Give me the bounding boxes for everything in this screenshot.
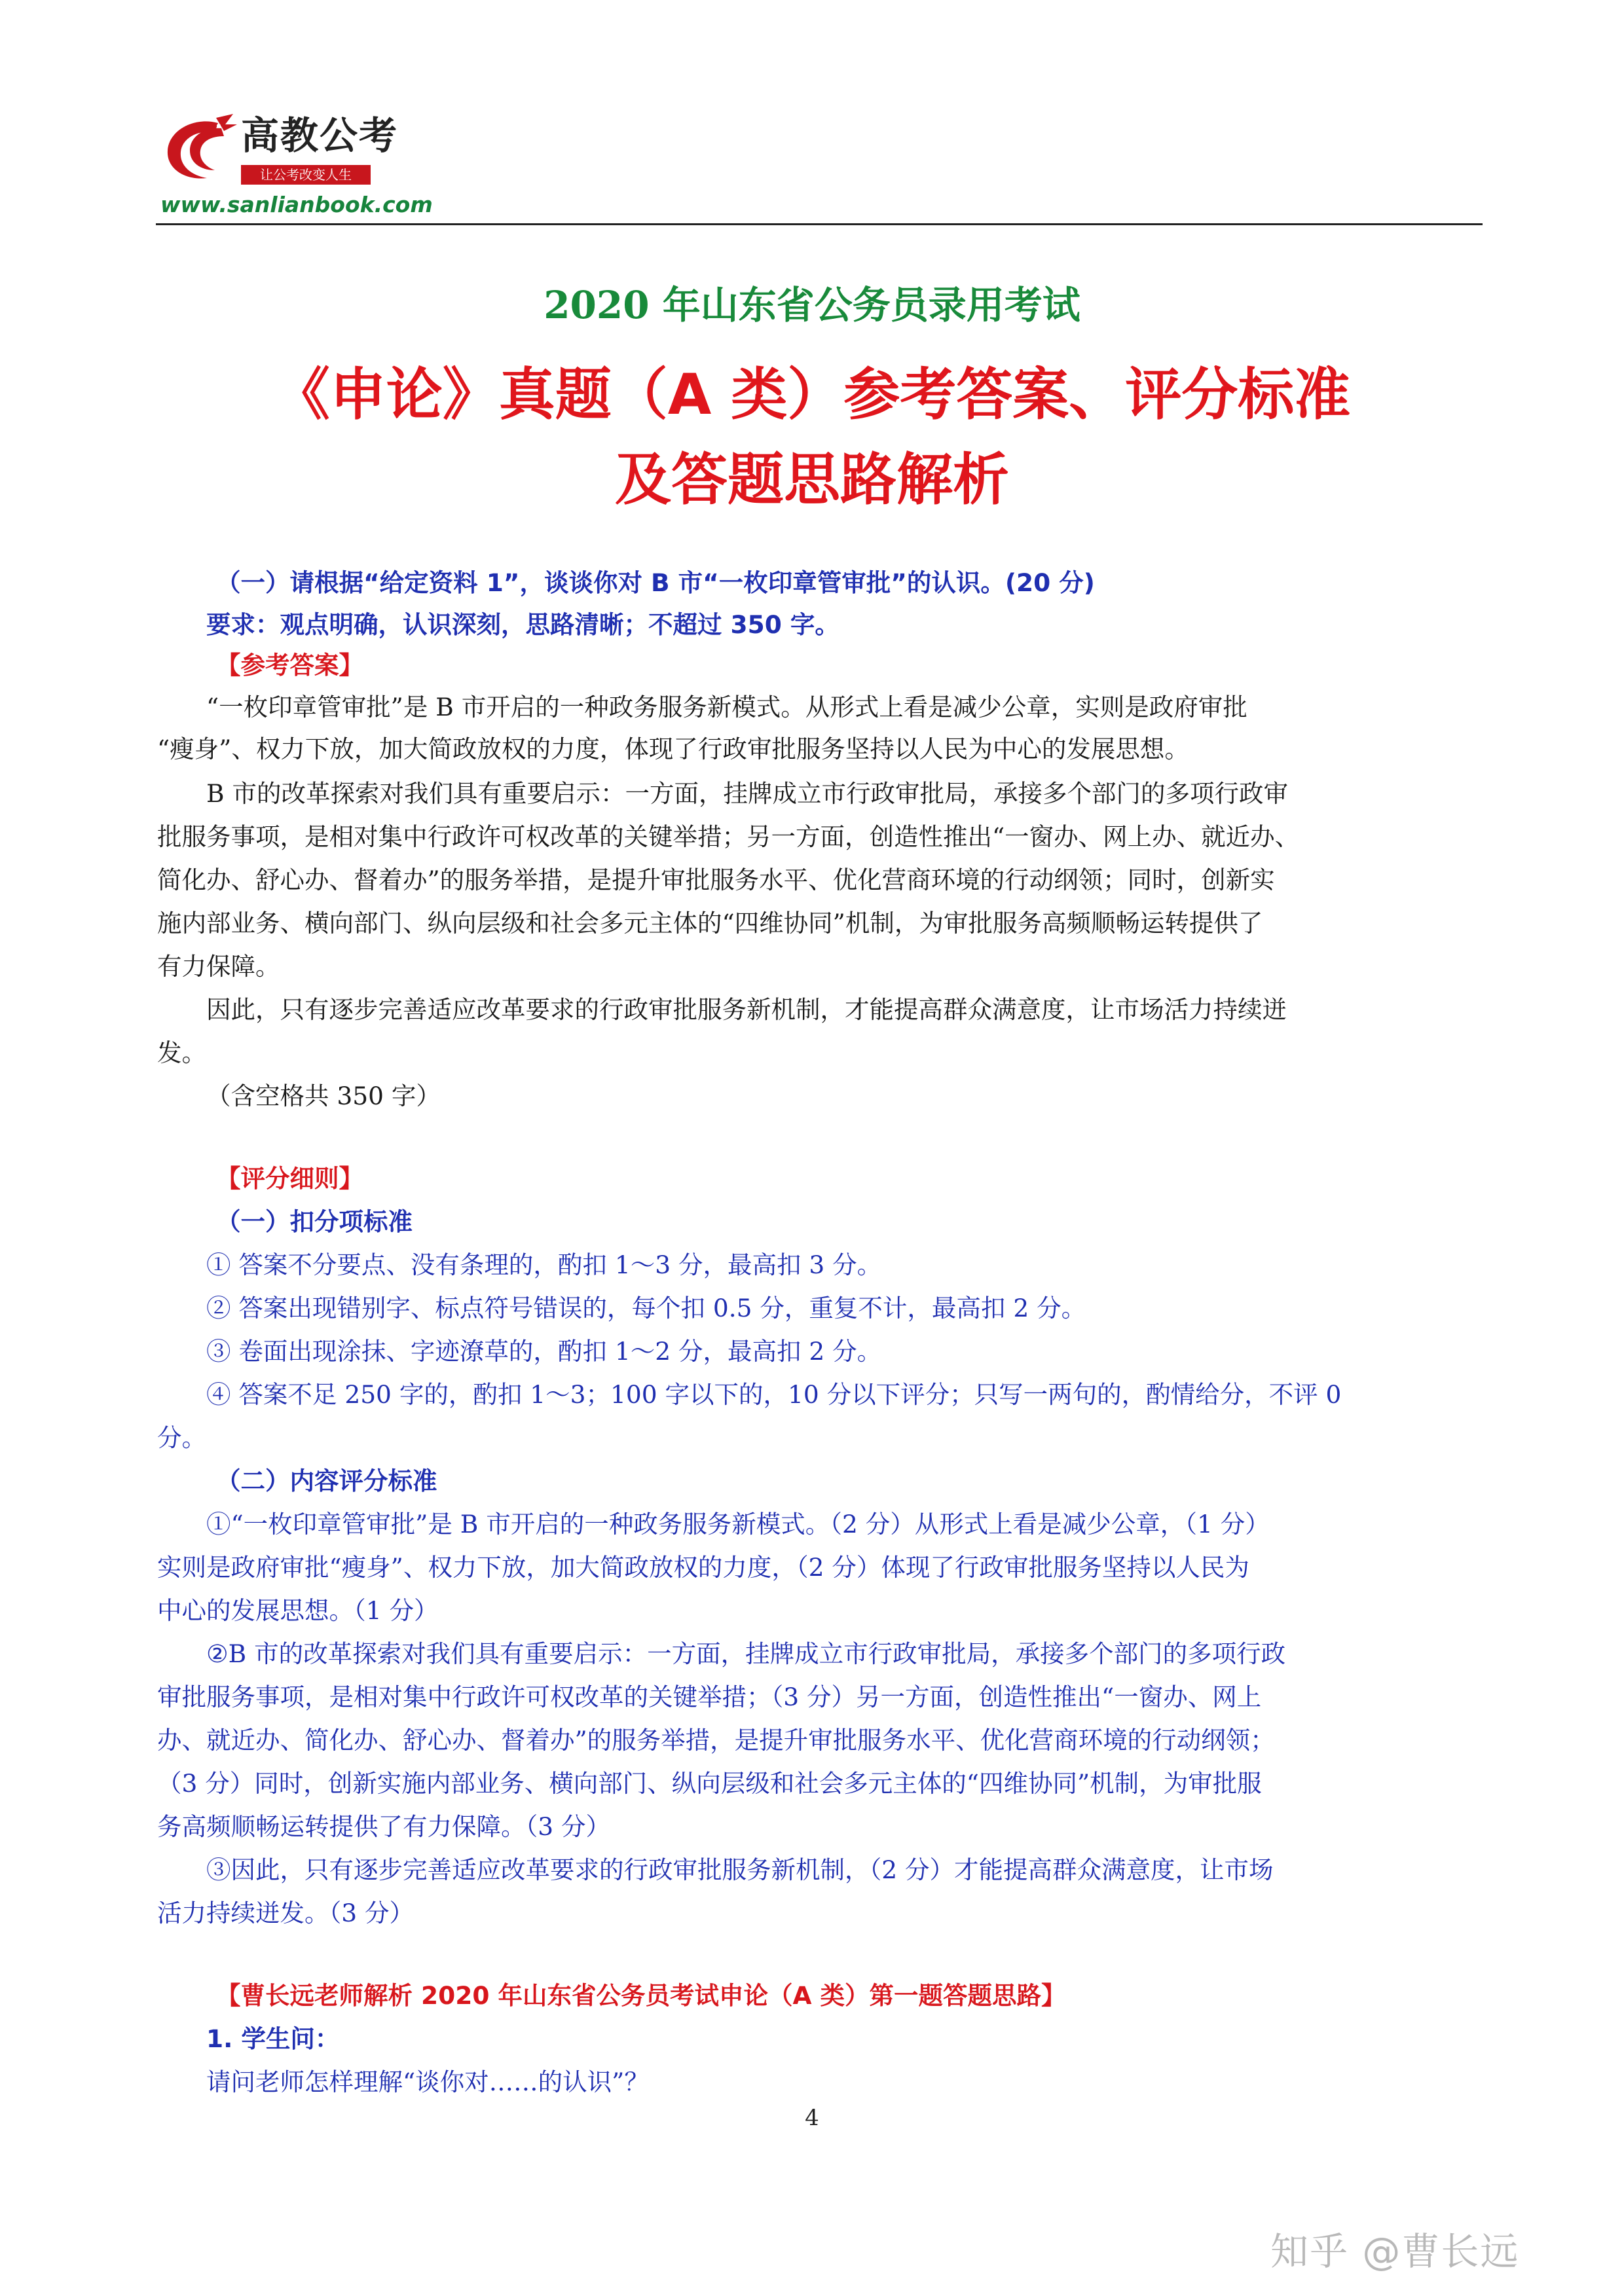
brand-slogan: 让公考改变人生 xyxy=(241,165,371,185)
content-heading: （二）内容评分标准 xyxy=(216,1467,437,1495)
deduct-rule: ② 答案出现错别字、标点符号错误的，每个扣 0.5 分，重复不计，最高扣 2 分。 xyxy=(206,1294,1086,1322)
deduct-rule: ① 答案不分要点、没有条理的，酌扣 1～3 分，最高扣 3 分。 xyxy=(206,1250,882,1279)
content-rule: ③因此，只有逐步完善适应改革要求的行政审批服务新机制，（2 分）才能提高群众满意度，让市场 xyxy=(206,1855,1274,1884)
answer-line: 批服务事项，是相对集中行政许可权改革的关键举措；另一方面，创造性推出“一窗办、网上办、就近办、 xyxy=(157,822,1300,851)
content-rule: 中心的发展思想。（1 分） xyxy=(157,1596,439,1625)
content-rule: ②B 市的改革探索对我们具有重要启示：一方面，挂牌成立市行政审批局，承接多个部门的多项行政 xyxy=(206,1639,1286,1668)
website-url: www.sanlianbook.com xyxy=(160,192,433,217)
answer-line: 施内部业务、横向部门、纵向层级和社会多元主体的“四维协同”机制，为审批服务高频顺畅运转提供了 xyxy=(157,909,1263,938)
dragon-logo-icon xyxy=(156,110,241,189)
exam-subtitle: 2020 年山东省公务员录用考试 xyxy=(544,283,1080,327)
student-question-text: 请问老师怎样理解“谈你对……的认识”？ xyxy=(206,2068,649,2096)
brand-name: 高教公考 xyxy=(241,113,399,158)
answer-line: 有力保障。 xyxy=(157,952,280,981)
main-title-line-1: 《申论》真题（A 类）参考答案、评分标准 xyxy=(273,362,1351,428)
question-requirement: 要求：观点明确，认识深刻，思路清晰；不超过 350 字。 xyxy=(206,610,840,639)
question-text: （一）请根据“给定资料 1”，谈谈你对 B 市“一枚印章管审批”的认识。(20 分) xyxy=(216,568,1095,597)
content-rule: 实则是政府审批“瘦身”、权力下放，加大简政放权的力度，（2 分）体现了行政审批服务坚持以人民为 xyxy=(157,1553,1249,1582)
student-question-label: 1. 学生问： xyxy=(206,2024,340,2053)
answer-line: “瘦身”、权力下放，加大简政放权的力度，体现了行政审批服务坚持以人民为中心的发展思想。 xyxy=(157,735,1189,763)
scoring-heading: 【评分细则】 xyxy=(216,1164,363,1193)
deduct-rule: ③ 卷面出现涂抹、字迹潦草的，酌扣 1～2 分，最高扣 2 分。 xyxy=(206,1337,882,1366)
answer-heading: 【参考答案】 xyxy=(216,651,363,680)
answer-line: 因此，只有逐步完善适应改革要求的行政审批服务新机制，才能提高群众满意度，让市场活力持续迸 xyxy=(206,995,1287,1024)
content-rule: 审批服务事项，是相对集中行政许可权改革的关键举措；（3 分）另一方面，创造性推出“一窗办、网上 xyxy=(157,1683,1262,1711)
content-rule: 活力持续迸发。（3 分） xyxy=(157,1899,415,1927)
answer-line: “一枚印章管审批”是 B 市开启的一种政务服务新模式。从形式上看是减少公章，实则是政府审批 xyxy=(206,693,1247,721)
answer-line: 发。 xyxy=(157,1038,206,1067)
answer-line: 简化办、舒心办、督着办”的服务举措，是提升审批服务水平、优化营商环境的行动纲领；同时，创新实 xyxy=(157,866,1275,894)
watermark: 知乎 @曹长远 xyxy=(1270,2229,1520,2274)
header-divider xyxy=(156,223,1483,225)
deduct-heading: （一）扣分项标准 xyxy=(216,1207,413,1236)
content-rule: （3 分）同时，创新实施内部业务、横向部门、纵向层级和社会多元主体的“四维协同”机制，为审批服 xyxy=(157,1769,1262,1798)
answer-word-count: （含空格共 350 字） xyxy=(206,1082,441,1110)
deduct-rule: ④ 答案不足 250 字的，酌扣 1～3；100 字以下的，10 分以下评分；只写一两句的，酌情给分，不评 0 xyxy=(206,1380,1342,1409)
main-title-line-2: 及答题思路解析 xyxy=(615,447,1009,513)
answer-line: B 市的改革探索对我们具有重要启示：一方面，挂牌成立市行政审批局，承接多个部门的多项行政审 xyxy=(206,779,1288,808)
analysis-heading: 【曹长远老师解析 2020 年山东省公务员考试申论（A 类）第一题答题思路】 xyxy=(216,1981,1066,2010)
deduct-rule: 分。 xyxy=(157,1423,206,1452)
page-number: 4 xyxy=(805,2105,819,2131)
content-rule: 务高频顺畅运转提供了有力保障。（3 分） xyxy=(157,1812,611,1841)
content-rule: ①“一枚印章管审批”是 B 市开启的一种政务服务新模式。（2 分）从形式上看是减少公章，（1 分） xyxy=(206,1510,1270,1539)
content-rule: 办、就近办、简化办、舒心办、督着办”的服务举措，是提升审批服务水平、优化营商环境的行动纲领； xyxy=(157,1726,1275,1755)
